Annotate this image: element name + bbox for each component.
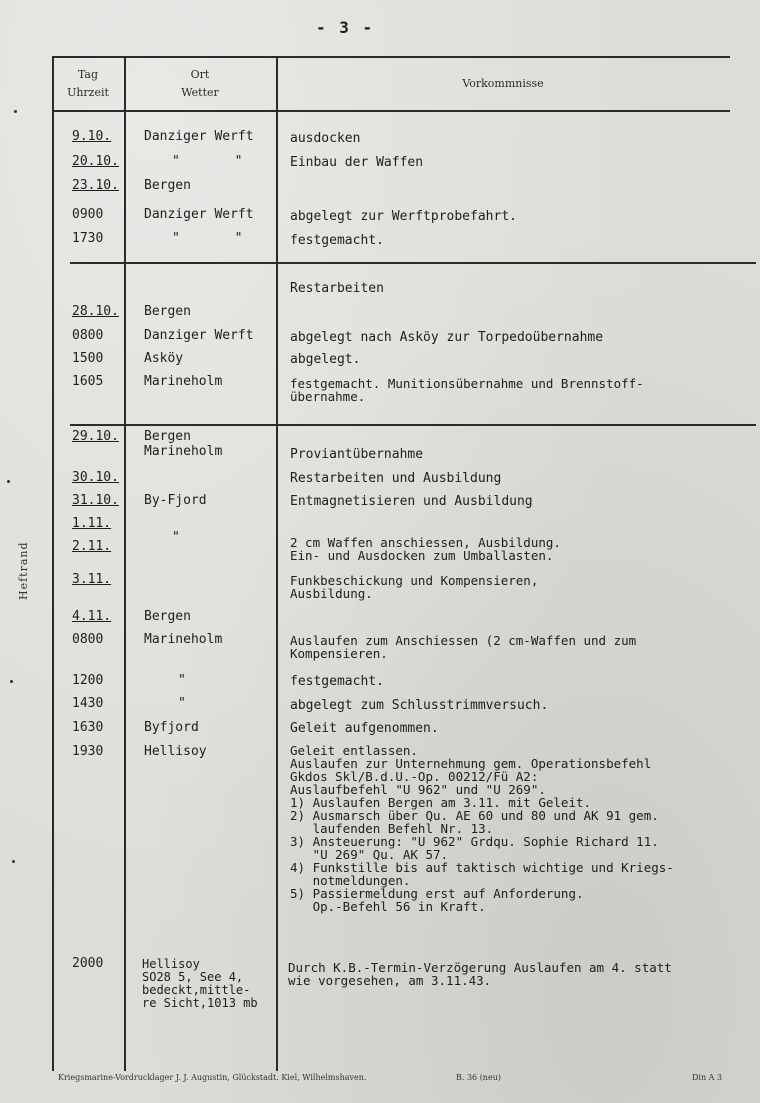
scan-speck <box>12 860 15 863</box>
row-place: Danziger Werft <box>144 328 254 343</box>
header-place: Ort <box>190 68 210 81</box>
header-date: Tag <box>77 68 99 81</box>
row-place: Marineholm <box>144 374 223 389</box>
row-time: 1730 <box>72 231 104 246</box>
group-divider <box>70 424 756 426</box>
row-time: 30.10. <box>72 470 119 485</box>
row-event: Geleit aufgenommen. <box>290 721 439 736</box>
row-place: Marineholm <box>144 632 223 647</box>
row-event: festgemacht. <box>290 674 384 689</box>
page-number: - 3 - <box>316 18 375 37</box>
row-time: 4.11. <box>72 609 112 624</box>
row-event: abgelegt nach Asköy zur Torpedoübernahme <box>290 330 604 345</box>
row-event: Entmagnetisieren und Ausbildung <box>290 494 533 509</box>
row-event: Einbau der Waffen <box>290 155 424 170</box>
row-time: 28.10. <box>72 304 119 319</box>
row-event: Funkbeschickung und Kompensieren, Ausbildung. <box>290 573 539 601</box>
row-event: Geleit entlassen. Auslaufen zur Unternehmung gem. Operationsbefehl Gkdos Skl/B.d.U.-Op. 00212/Fü A2: Auslaufbefehl "U 962" und "U 269". 1) Auslaufen Bergen am 3.11. mit Geleit. 2) Ausmarsch über Qu. AE 60 und 80 und AK 91 gem. laufenden Befehl Nr. 13. 3) Ansteuerung: "U 962" Grdqu. Sophie Richard 11. "U 269" Qu. AK 57. 4) Funkstille bis auf taktisch wichtige und Kriegs- notmeldungen. 5) Passiermeldung erst auf Anforderung. Op.-Befehl 56 in Kraft. <box>290 743 674 914</box>
footer-printer: Kriegsmarine-Vordrucklager J. J. Augustin, Glückstadt. Kiel, Wilhelmshaven. <box>58 1073 367 1082</box>
row-time: 0800 <box>72 632 104 647</box>
row-time: 1500 <box>72 351 104 366</box>
row-place: Asköy <box>144 351 184 366</box>
row-time: 29.10. <box>72 429 119 444</box>
row-event: Restarbeiten <box>290 281 384 296</box>
row-time: 1.11. <box>72 516 112 531</box>
scan-speck <box>7 480 10 483</box>
group-divider <box>70 262 756 264</box>
row-event: abgelegt zur Werftprobefahrt. <box>290 209 517 224</box>
row-place: Bergen Marineholm <box>144 429 223 459</box>
row-time: 9.10. <box>72 129 112 144</box>
row-time: 0800 <box>72 328 104 343</box>
row-time: 1630 <box>72 720 104 735</box>
row-place: Danziger Werft <box>144 129 254 144</box>
table-top-border <box>52 56 730 58</box>
row-time: 1430 <box>72 696 104 711</box>
row-event: Auslaufen zum Anschiessen (2 cm-Waffen und zum Kompensieren. <box>290 633 637 661</box>
row-place: Bergen <box>144 609 191 624</box>
header-bottom-border <box>52 110 730 112</box>
header-weather: Wetter <box>181 86 219 99</box>
row-event: Durch K.B.-Termin-Verzögerung Auslaufen am 4. statt wie vorgesehen, am 3.11.43. <box>288 960 672 988</box>
row-event: Proviantübernahme <box>290 447 424 462</box>
header-place-weather <box>126 66 274 102</box>
footer-paper-size: Din A 3 <box>692 1073 723 1082</box>
row-event: festgemacht. <box>290 233 384 248</box>
row-time: 1930 <box>72 744 104 759</box>
row-place: Byfjord <box>144 720 199 735</box>
scan-speck <box>10 680 13 683</box>
header-events: Vorkommnisse <box>462 77 544 90</box>
row-place: " <box>178 673 186 688</box>
row-event: abgelegt zum Schlusstrimmversuch. <box>290 698 549 713</box>
row-event: ausdocken <box>290 131 361 146</box>
row-place: Bergen <box>144 178 191 193</box>
header-date-time <box>54 66 122 102</box>
row-place: Hellisoy <box>144 744 207 759</box>
column-divider-1 <box>124 56 126 1071</box>
row-place: Hellisoy SO28 5, See 4, bedeckt,mittle- re Sicht,1013 mb <box>142 957 258 1010</box>
margin-label: Heftrand <box>17 541 30 600</box>
row-time: 2000 <box>72 956 104 971</box>
column-divider-2 <box>276 56 278 1071</box>
row-event: Restarbeiten und Ausbildung <box>290 471 502 486</box>
footer-form-number: B. 36 (neu) <box>456 1073 501 1082</box>
row-place: " " <box>172 231 243 246</box>
row-time: 20.10. <box>72 154 119 169</box>
row-time: 2.11. <box>72 539 112 554</box>
row-place: By-Fjord <box>144 493 207 508</box>
row-event: abgelegt. <box>290 352 361 367</box>
row-time: 3.11. <box>72 572 112 587</box>
row-event: 2 cm Waffen anschiessen, Ausbildung. Ein- und Ausdocken zum Umballasten. <box>290 535 561 563</box>
header-time: Uhrzeit <box>67 86 109 99</box>
row-time: 0900 <box>72 207 104 222</box>
table-left-border <box>52 56 54 1071</box>
row-place: Bergen <box>144 304 191 319</box>
row-place: " <box>172 530 180 545</box>
scan-speck <box>14 110 17 113</box>
row-time: 1605 <box>72 374 104 389</box>
row-event: festgemacht. Munitionsübernahme und Brennstoff- übernahme. <box>290 376 644 404</box>
row-place: " " <box>172 154 243 169</box>
row-place: Danziger Werft <box>144 207 254 222</box>
row-place: " <box>178 696 186 711</box>
row-time: 31.10. <box>72 493 119 508</box>
row-time: 1200 <box>72 673 104 688</box>
row-time: 23.10. <box>72 178 119 193</box>
